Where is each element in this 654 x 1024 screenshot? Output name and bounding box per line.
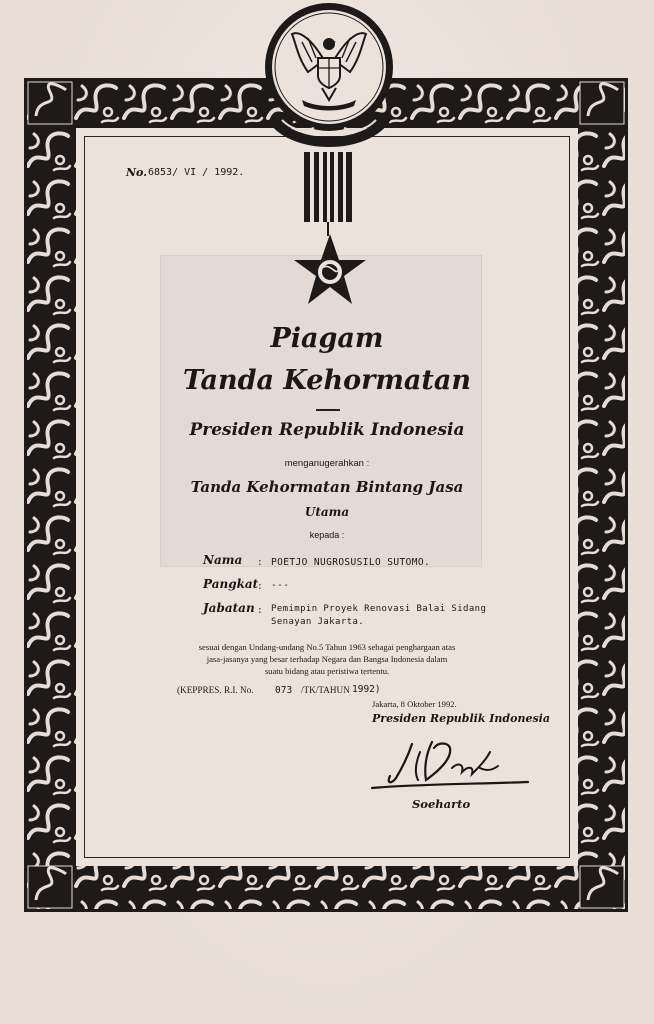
award-class: Utama: [304, 505, 350, 519]
statement-line3: suatu bidang atau peristiwa tertentu.: [264, 666, 390, 676]
recipient-position-line1: Pemimpin Proyek Renovasi Balai Sidang: [271, 604, 487, 614]
recipient-intro: kepada :: [309, 530, 345, 540]
signatory-title: Presiden Republik Indonesia: [372, 712, 550, 725]
decree-suffix: /TK/TAHUN: [301, 685, 350, 695]
certificate-title: Piagam: [270, 323, 384, 354]
name-label: Nama: [203, 553, 243, 567]
recipient-name: POETJO NUGROSUSILO SUTOMO.: [271, 557, 431, 568]
signatory-name: Soeharto: [412, 797, 471, 811]
garuda-emblem-icon: [262, 0, 396, 150]
recipient-rank: ---: [271, 580, 290, 591]
issuer-heading: Presiden Republik Indonesia: [189, 420, 465, 440]
name-colon: :: [258, 555, 262, 568]
position-colon: :: [258, 603, 262, 616]
statement-line1: sesuai dengan Undang-undang No.5 Tahun 1963 sebagai penghargaan atas: [198, 642, 456, 652]
conferral-text: menganugerahkan :: [284, 458, 370, 469]
decree-year: 1992): [352, 684, 381, 695]
rank-label: Pangkat: [203, 577, 259, 591]
certificate-number: 6853/ VI / 1992.: [148, 167, 245, 178]
medal-ribbon-icon: [302, 152, 354, 236]
title-divider: [316, 409, 340, 411]
certificate-subtitle: Tanda Kehormatan: [183, 365, 471, 396]
recipient-position-line2: Senayan Jakarta.: [271, 617, 365, 627]
position-label: Jabatan: [203, 601, 255, 615]
star-medal-icon: [290, 232, 370, 312]
rank-colon: :: [258, 579, 262, 592]
decree-prefix: (KEPPRES. R.I. No.: [177, 685, 254, 695]
statement-line2: jasa-jasanya yang besar terhadap Negara dan Bangsa Indonesia dalam: [206, 654, 448, 664]
signature-image: [368, 734, 538, 794]
award-name: Tanda Kehormatan Bintang Jasa: [190, 478, 464, 496]
place-date: Jakarta, 8 Oktober 1992.: [372, 699, 457, 709]
certificate-number-label: No.: [126, 166, 148, 179]
decree-number: 073: [275, 685, 293, 696]
